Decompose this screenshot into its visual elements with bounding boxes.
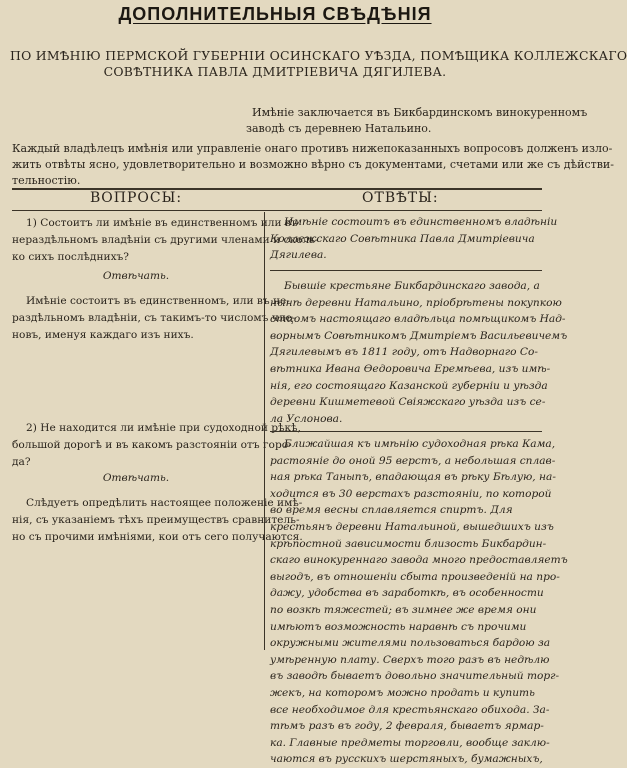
reply-line: но съ прочими имѣніями, кои отъ сего получаются. [12,531,303,543]
answers-header: ОТВѢТЫ: [362,190,439,206]
question-line: 2) Не находится ли имѣніе при судоходной рѣкѣ, [26,422,301,434]
page-title: ДОПОЛНИТЕЛЬНЫЯ СВѢДѢНІЯ [118,4,432,24]
answer-separator [270,270,542,271]
answer-line: Бывшіе крестьяне Бикбардинскаго завода, а [284,280,540,292]
location-line: Имѣніе заключается въ Бикбардинскомъ винокуренномъ [252,106,588,119]
reply-line: Слѣдуетъ опредѣлить настоящее положеніе имѣ- [26,497,303,509]
reply-line: Имѣніе состоитъ въ единственномъ, или въ не- [26,295,290,307]
answer-line: ка. Главные предметы торговли, вообще заклю- [270,736,550,749]
location-line: заводѣ съ деревнею Натальино. [246,122,432,135]
answer-1 [270,214,558,264]
question-line: нераздѣльномъ владѣніи съ другими членами и сколь- [12,234,319,246]
answer-line: во время весны сплавляется спиртъ. Для [270,504,513,517]
answer-line: ла Услонова. [270,412,343,425]
answer-separator [270,431,542,432]
answer-line: ворнымъ Совѣтникомъ Дмитріемъ Васильевичемъ [270,329,568,342]
answer-3 [270,436,568,768]
answer-line: по возкѣ тяжестей; въ зимнее же время они [270,603,537,616]
answer-line: чаются въ русскихъ шерстяныхъ, бумажныхъ, [270,753,543,766]
answer-line: нія, его состоящаго Казанской губерніи и уѣзда [270,379,548,392]
estate-location [246,105,588,137]
intro-line: Каждый владѣлецъ имѣнія или управленіе онаго противъ нижепоказанныхъ вопросовъ долженъ изло- [12,142,613,155]
question-2-reply [12,495,303,546]
answer-line: крестьянъ деревни Натальиной, вышедшихъ изъ [270,520,554,533]
question-line: 1) Состоитъ ли имѣніе въ единственномъ или въ [26,217,298,229]
answer-line: деревни Кишметевой Свіяжскаго уѣзда изъ се- [270,396,546,409]
intro-paragraph [12,141,614,189]
answer-line: Дягилевымъ въ 1811 году, отъ Надворнаго Со- [270,346,538,359]
answer-2 [270,278,568,427]
subtitle-line: ПО ИМѢНІЮ ПЕРМСКОЙ ГУБЕРНІИ ОСИНСКАГО УѢЗДА, ПОМѢЩИКА КОЛЛЕЖСКАГО [10,48,627,63]
question-line: ко сихъ послѣднихъ? [12,251,129,263]
answer-line: нынѣ деревни Натальино, пріобрѣтены покупкою [270,296,562,309]
reply-label: Отвѣчать. [102,270,170,282]
answer-line: отцомъ настоящаго владѣльца помѣщикомъ Над- [270,313,566,326]
subtitle [10,48,627,80]
answer-line: Дягилева. [270,249,327,262]
question-2 [12,420,301,471]
answer-line: ходится въ 30 верстахъ разстояніи, по которой [270,487,552,500]
answer-line: Имѣніе состоитъ въ единственномъ владѣніи [284,216,558,228]
answer-line: вѣтника Ивана Ѳедоровича Еремѣева, изъ имѣ- [270,362,551,375]
questions-header: ВОПРОСЫ: [90,190,183,206]
answer-line: умѣренную плату. Сверхъ того разъ въ недѣлю [270,653,550,666]
answer-line: окружными жителями пользоваться бардою за [270,637,551,650]
answer-line: тѣмъ разъ въ году, 2 февраля, бываетъ ярмар- [270,720,544,733]
intro-line: тельностію. [12,174,81,187]
question-line: большой дорогѣ и въ какомъ разстояніи отъ горо- [12,439,292,451]
answer-line: въ заводѣ бываетъ довольно значительный торг- [270,670,560,683]
question-1-reply-label [12,268,260,285]
answer-line: Ближайшая къ имѣнію судоходная рѣка Кама, [284,438,556,450]
reply-line: раздѣльномъ владѣніи, съ такимъ-то числомъ чле- [12,312,296,324]
answer-line: выгодъ, въ отношеніи сбыта произведеній на про- [270,570,560,583]
reply-label: Отвѣчать. [102,472,170,484]
answer-line: жекъ, на которомъ можно продать и купить [270,686,535,699]
answer-line: ная рѣка Таныпъ, впадающая въ рѣку Бѣлую, на- [270,471,556,484]
reply-line: нія, съ указаніемъ тѣхъ преимуществъ сравнитель- [12,514,300,526]
answer-line: растояніе до оной 95 верстъ, а небольшая сплав- [270,454,556,467]
reply-line: новъ, именуя каждаго изъ нихъ. [12,329,194,341]
answer-line: Коллежскаго Совѣтника Павла Дмитріевича [270,232,535,245]
header-rule-bottom [12,210,542,211]
intro-line: жить отвѣты ясно, удовлетворительно и возможно вѣрно съ документами, счетами или же съ дѣйстви- [12,158,614,171]
answer-line: все необходимое для крестьянскаго обихода. За- [270,703,550,716]
answer-line: имѣютъ возможность наравнѣ съ прочими [270,620,527,633]
question-line: да? [12,456,31,468]
question-1-reply [12,293,296,344]
answer-line: скаго винокуреннаго завода много предоставляетъ [270,554,568,567]
question-2-reply-label [12,470,260,487]
answer-line: крѣпостной зависимости близость Бикбардин- [270,537,547,550]
answer-line: дажу, удобства въ заработкѣ, въ особенности [270,587,544,600]
subtitle-line: СОВѢТНИКА ПАВЛА ДМИТРІЕВИЧА ДЯГИЛЕВА. [103,64,447,79]
